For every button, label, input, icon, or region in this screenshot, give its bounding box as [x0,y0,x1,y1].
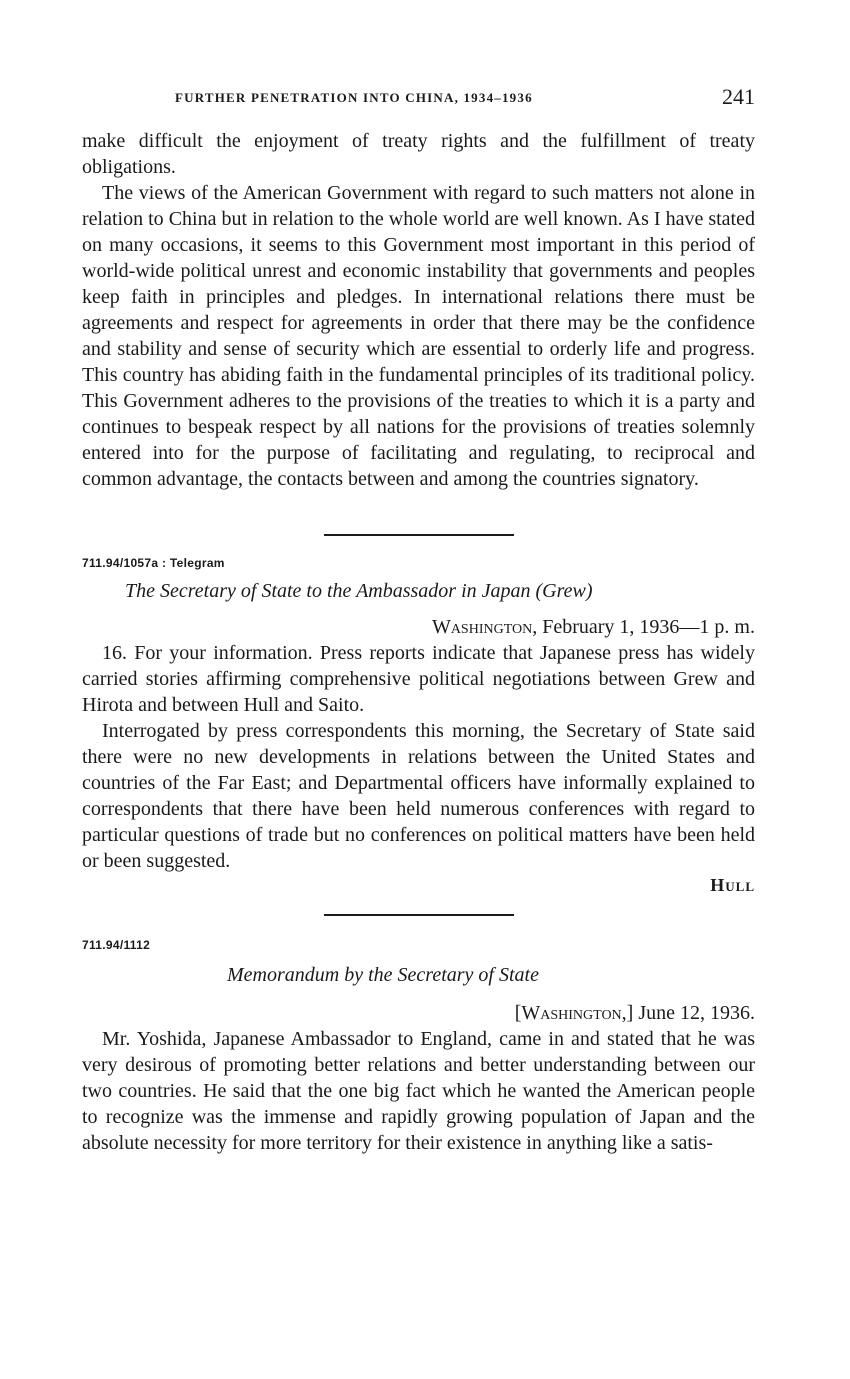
continuation-paragraph-1: make difficult the enjoyment of treaty rights and the fulfillment of treaty obligations. [82,130,755,178]
dateline [82,1000,755,1026]
dateline-bracket: [ [514,1002,522,1024]
dateline-date: , February 1, 1936—1 p. m. [532,616,755,638]
running-title: FURTHER PENETRATION INTO CHINA, 1934–1936 [175,90,533,105]
continuation-paragraph-2: The views of the American Government with regard to such matters not alone in relation to China but in relation to the whole world are well known. As I have stated on many occasions, it seems to this Government most important in this period of world-wide political unrest and economic instability that governments and peoples keep faith in principles and pledges. In international relations there must be agreements and respect for agreements in order that there may be the confidence and stability and sense of security which are essential to orderly life and progress. This country has abiding faith in the fundamental principles of its traditional policy. This Government adheres to the provisions of the treaties to which it is a party and continues to bespeak respect by all nations for the provisions of treaties solemnly entered into for the purpose of facilitating and regulating, to reciprocal and common advantage, the contacts between and among the countries signatory. [82,182,755,490]
dateline-place: Washington [431,616,533,638]
document-page [82,84,755,1156]
page-number: 241 [722,84,755,109]
file-reference: 711.94/1057a : Telegram [82,556,225,570]
dateline-place: Washington [521,1002,622,1024]
file-reference: 711.94/1112 [82,938,151,952]
memorandum-paragraph-1: Mr. Yoshida, Japanese Ambassador to England, came in and stated that he was very desirous of promoting better relations and better understanding between our two countries. He said that the one big fact which he wanted the American people to recognize was the immense and rapidly growing population of Japan and the absolute necessity for more territory for their existence in anything like a satis- [82,1028,755,1154]
dateline-date: ,] June 12, 1936. [621,1002,755,1024]
running-header [82,84,755,114]
telegram-paragraph-1: 16. For your information. Press reports indicate that Japanese press has widely carried stories affirming comprehensive political negotiations between Grew and Hirota and between Hull and Saito. [82,642,755,716]
signature: Hull [710,875,755,895]
document-title: The Secretary of State to the Ambassador in Japan (Grew) [125,580,593,602]
dateline [82,614,755,640]
document-title: Memorandum by the Secretary of State [227,964,539,986]
telegram-paragraph-2: Interrogated by press correspondents this morning, the Secretary of State said there were no new developments in relations between the United States and countries of the Far East; and Departmental officers have informally explained to correspondents that there have been held numerous conferences with regard to particular questions of trade but no conferences on political matters have been held or been suggested. [82,720,755,872]
